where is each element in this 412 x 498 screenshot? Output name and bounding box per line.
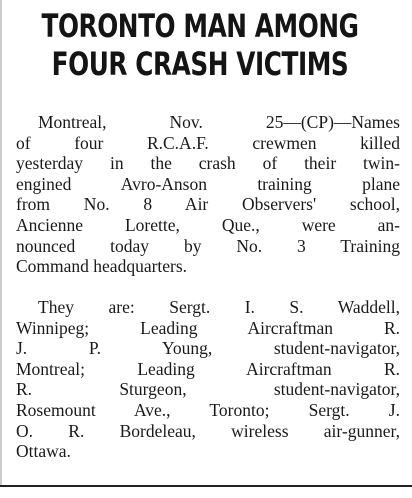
paragraph-1-line: yesterday in the crash of their twin-: [16, 153, 400, 174]
paragraph-1-line: Montreal, Nov. 25—(CP)—Names: [38, 112, 400, 132]
paragraph-1-line: engined Avro-Anson training plane: [16, 173, 400, 194]
paragraph-1-line: from No. 8 Air Observers' school,: [16, 194, 400, 215]
paragraph-2-line: J. P. Young, student-navigator,: [16, 338, 400, 359]
paragraph-2-line: R. Sturgeon, student-navigator,: [16, 379, 400, 400]
paragraph-2-line: Rosemount Ave., Toronto; Sergt. J.: [16, 399, 400, 420]
headline-line-1: TORONTO MAN AMONG: [41, 7, 359, 45]
paragraph-2-line: Ottawa.: [16, 441, 71, 462]
paragraph-2-line: They are: Sergt. I. S. Waddell,: [38, 297, 400, 317]
paragraph-1-line: of four R.C.A.F. crewmen killed: [16, 132, 400, 153]
headline-line-2: FOUR CRASH VICTIMS: [51, 45, 349, 83]
paragraph-1-line: nounced today by No. 3 Training: [16, 235, 400, 256]
paragraph-2-line: Montreal; Leading Aircraftman R.: [16, 358, 400, 379]
paragraph-2-line: Winnipeg; Leading Aircraftman R.: [16, 317, 400, 338]
paragraph-1-line: Ancienne Lorette, Que., were an-: [16, 214, 400, 235]
paragraph-1-line: Command headquarters.: [16, 256, 188, 277]
paragraph-2-line: O. R. Bordeleau, wireless air-gunner,: [16, 420, 400, 441]
clipping-left-edge: [0, 0, 2, 486]
article-paragraph-1: [16, 112, 400, 277]
clipping-bottom-rule: [0, 485, 412, 487]
article-paragraph-2: [16, 297, 400, 462]
